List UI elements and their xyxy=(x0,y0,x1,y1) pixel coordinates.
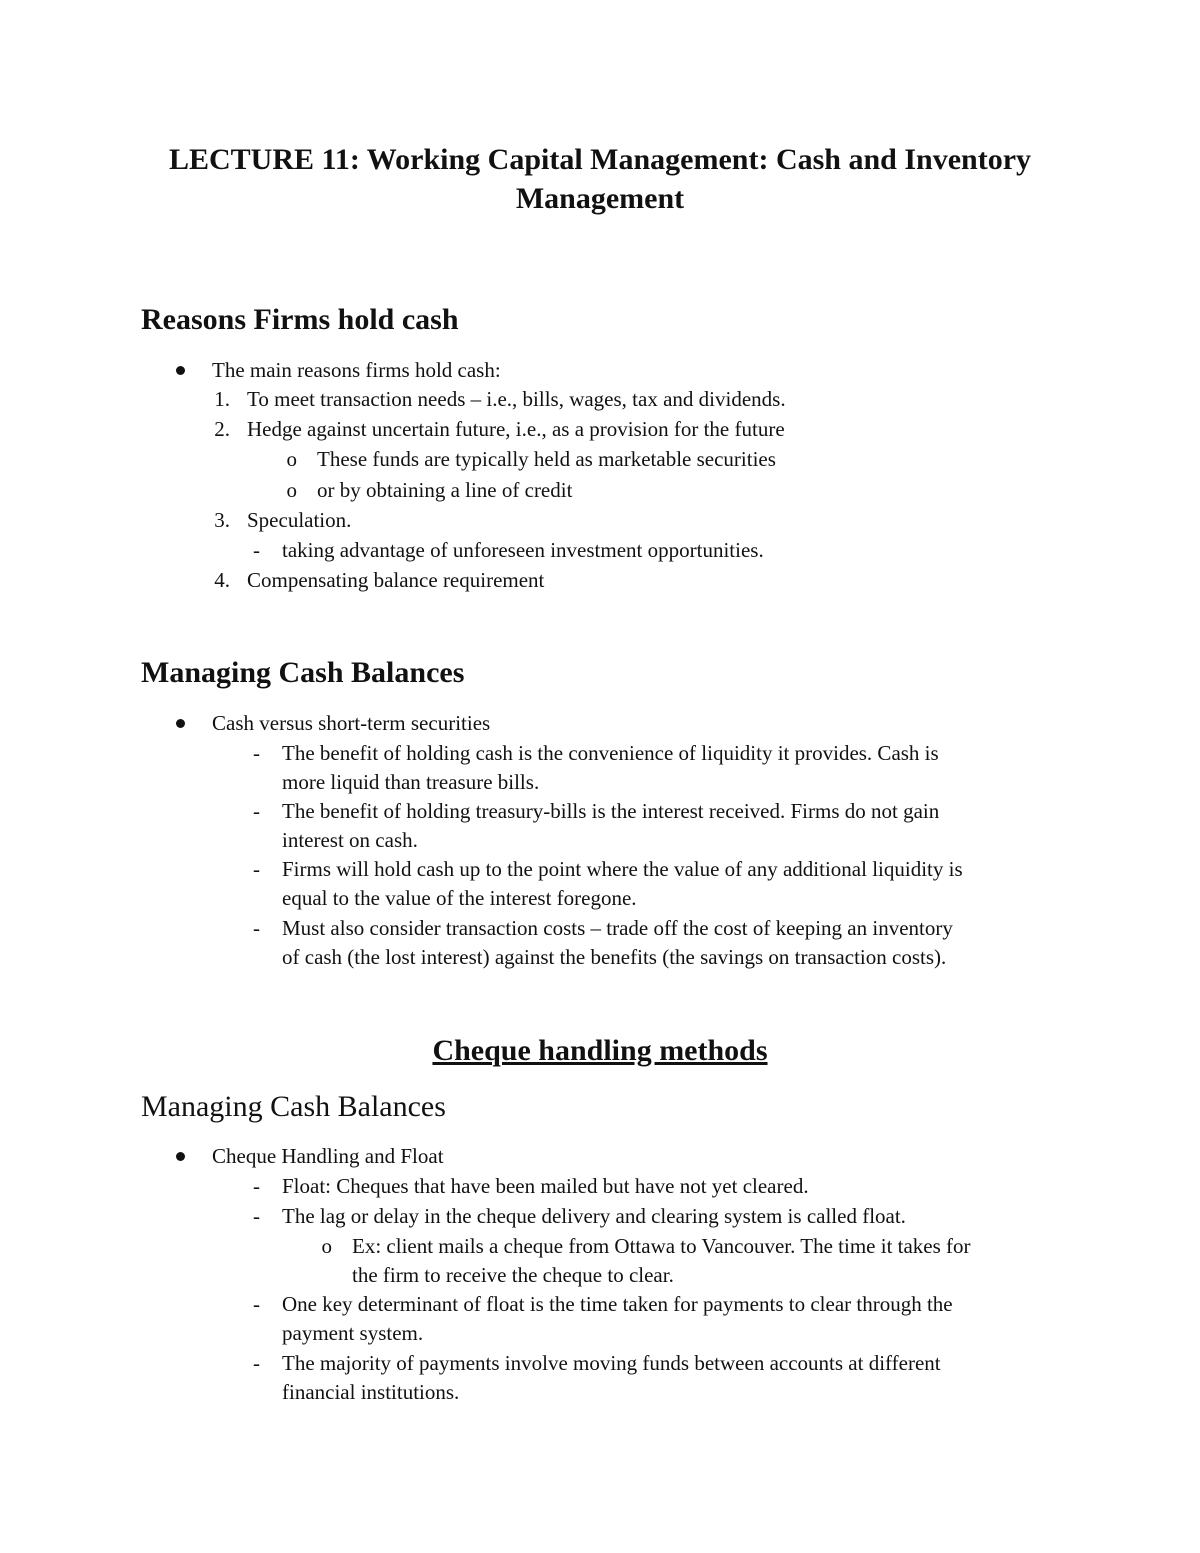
dash-marker: - xyxy=(253,1174,260,1198)
sub-bullet-marker: o xyxy=(286,478,297,502)
section-heading-reasons: Reasons Firms hold cash xyxy=(141,303,459,336)
list-number: 3. xyxy=(214,508,230,532)
dash-marker: - xyxy=(253,538,260,562)
bullet-dot xyxy=(176,1152,185,1161)
list-item: Hedge against uncertain future, i.e., as a provision for the future xyxy=(247,417,785,441)
bullet-dot xyxy=(176,366,185,375)
sub-sub-list-item-continued: the firm to receive the cheque to clear. xyxy=(352,1263,674,1287)
sub-list-item-continued: equal to the value of the interest foregone. xyxy=(282,886,637,910)
list-item: Compensating balance requirement xyxy=(247,568,545,592)
sub-list-item: These funds are typically held as marketable securities xyxy=(317,447,776,471)
list-number: 2. xyxy=(214,417,230,441)
section-heading-cheque: Cheque handling methods xyxy=(432,1034,768,1067)
sub-list-item: taking advantage of unforeseen investment opportunities. xyxy=(282,538,764,562)
sub-list-item: Must also consider transaction costs – trade off the cost of keeping an inventory xyxy=(282,916,953,940)
section-heading-managing: Managing Cash Balances xyxy=(141,656,465,689)
sub-list-item: The majority of payments involve moving funds between accounts at different xyxy=(282,1351,941,1375)
sub-list-item: One key determinant of float is the time taken for payments to clear through the xyxy=(282,1292,953,1316)
list-item: To meet transaction needs – i.e., bills, wages, tax and dividends. xyxy=(247,387,786,411)
sub-list-item: Float: Cheques that have been mailed but have not yet cleared. xyxy=(282,1174,809,1198)
page-title: LECTURE 11: Working Capital Management: Cash and Inventory Management xyxy=(168,143,1032,215)
list-item: Speculation. xyxy=(247,508,352,532)
dash-marker: - xyxy=(253,1292,260,1316)
sub-list-item-continued: more liquid than treasure bills. xyxy=(282,770,540,794)
sub-list-item: Firms will hold cash up to the point where the value of any additional liquidity is xyxy=(282,857,963,881)
dash-marker: - xyxy=(253,857,260,881)
sub-bullet-marker: o xyxy=(321,1234,332,1258)
sub-list-item: The benefit of holding cash is the convenience of liquidity it provides. Cash is xyxy=(282,741,939,765)
sub-list-item: or by obtaining a line of credit xyxy=(317,478,573,502)
list-number: 4. xyxy=(214,568,230,592)
sub-list-item: The benefit of holding treasury-bills is the interest received. Firms do not gain xyxy=(282,799,940,823)
list-number: 1. xyxy=(214,387,230,411)
sub-list-item-continued: payment system. xyxy=(282,1321,424,1345)
section-subheading-managing: Managing Cash Balances xyxy=(141,1090,446,1123)
sub-bullet-marker: o xyxy=(286,447,297,471)
dash-marker: - xyxy=(253,1351,260,1375)
bullet-dot xyxy=(176,719,185,728)
dash-marker: - xyxy=(253,799,260,823)
sub-list-item-continued: of cash (the lost interest) against the benefits (the savings on transaction costs). xyxy=(282,945,947,969)
sub-list-item-continued: interest on cash. xyxy=(282,828,418,852)
sub-list-item: The lag or delay in the cheque delivery and clearing system is called float. xyxy=(282,1204,906,1228)
dash-marker: - xyxy=(253,916,260,940)
dash-marker: - xyxy=(253,1204,260,1228)
bullet-text: Cash versus short-term securities xyxy=(212,711,491,735)
bullet-text: The main reasons firms hold cash: xyxy=(212,358,501,382)
dash-marker: - xyxy=(253,741,260,765)
sub-sub-list-item: Ex: client mails a cheque from Ottawa to Vancouver. The time it takes for xyxy=(352,1234,971,1258)
sub-list-item-continued: financial institutions. xyxy=(282,1380,460,1404)
bullet-text: Cheque Handling and Float xyxy=(212,1144,444,1168)
